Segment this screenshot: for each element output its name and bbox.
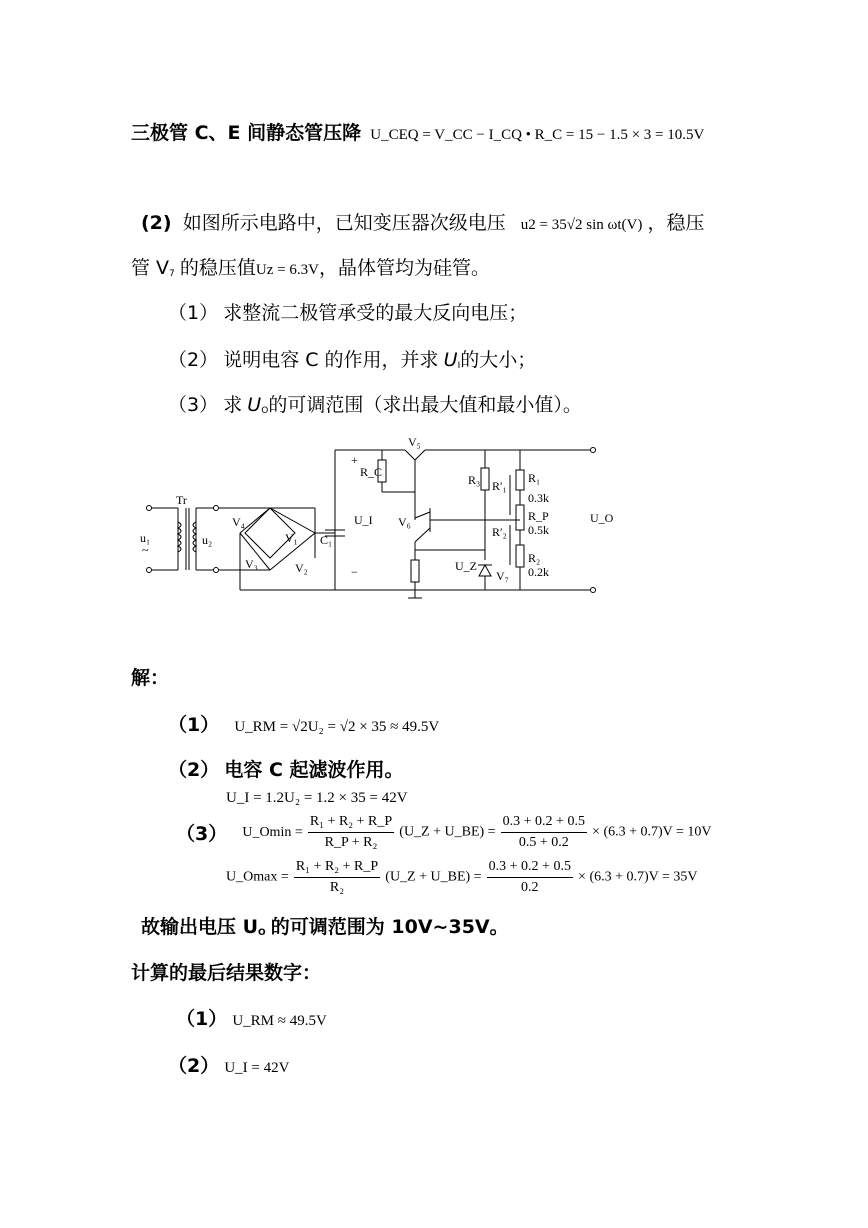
v5-label: V₅ — [408, 435, 421, 449]
regulator-circuit-diagram — [140, 430, 614, 605]
solution-1-number: （1） — [168, 714, 220, 736]
zener-text: 的稳压值 — [179, 257, 256, 279]
minus-label: − — [351, 565, 358, 579]
question-2-text: 说明电容 C 的作用，并求 — [223, 349, 439, 371]
solution-3-max — [226, 857, 698, 898]
v1-label: V₁ — [285, 531, 298, 545]
uomax-den-1: R₂ — [329, 880, 345, 895]
u2-formula: u2 = 35√2 sin ωt(V) — [520, 217, 643, 233]
question-2-text-tail: 的大小； — [460, 349, 537, 371]
uomin-num-1: R₁ + R₂ + R_P — [308, 812, 394, 833]
uomax-den-2: 0.2 — [521, 880, 539, 895]
conclusion-text: 故输出电压 U — [141, 916, 259, 938]
question-2-var: U — [443, 349, 458, 371]
c1-label: C₁ — [320, 533, 333, 547]
rc-label: R_C — [360, 465, 383, 479]
r2-value: 0.2k — [528, 565, 549, 579]
r1-label: R₁ — [528, 471, 541, 485]
r1-value: 0.3k — [528, 491, 549, 505]
problem-text-tail: ，稳压 — [647, 212, 705, 234]
problem-line-1 — [141, 208, 704, 235]
solution-1-formula: U_RM = √2U₂ = √2 × 35 ≈ 49.5V — [234, 719, 440, 735]
v3-label: V₃ — [245, 557, 258, 571]
final-result-2-number: （2） — [168, 1055, 220, 1077]
problem-number: (2) — [141, 212, 172, 234]
uz-label: U_Z — [455, 559, 477, 573]
conclusion-text-tail: 的可调范围为 10V~35V。 — [270, 916, 509, 938]
solution-2-text: 电容 C 起滤波作用。 — [224, 759, 404, 781]
problem-line-2 — [131, 253, 490, 280]
uomin-result: × (6.3 + 0.7)V = 10V — [592, 824, 712, 840]
solution-2 — [168, 755, 404, 782]
v2-label: V₂ — [295, 561, 308, 575]
final-result-2-formula: U_I = 42V — [224, 1060, 290, 1076]
r1-prime-label: R′₁ — [492, 479, 507, 493]
solution-1 — [168, 710, 439, 737]
ui-label: U_I — [354, 513, 373, 527]
solution-2-number: （2） — [168, 759, 220, 781]
conclusion-line — [141, 912, 509, 939]
question-3-var-sub: O — [261, 406, 269, 416]
uomin-lhs: U_Omin = — [242, 824, 303, 840]
v7-label: V₇ — [496, 569, 509, 583]
uomin-den-1: R_P + R₂ — [324, 835, 378, 850]
static-voltage-formula: U_CEQ = V_CC − I_CQ • R_C = 15 − 1.5 × 3 = 10.5V — [370, 127, 705, 143]
question-3-var: U — [247, 394, 262, 416]
uomax-mid: (U_Z + U_BE) = — [385, 869, 482, 885]
zener-sub: 7 — [169, 269, 175, 279]
static-voltage-line — [131, 118, 704, 145]
final-result-1 — [176, 1004, 327, 1031]
uomax-fraction-1 — [294, 857, 380, 898]
solution-3-ui: U_I = 1.2U₂ = 1.2 × 35 = 42V — [226, 790, 408, 806]
final-result-1-formula: U_RM ≈ 49.5V — [232, 1013, 327, 1029]
zener-text-tail: ，晶体管均为硅管。 — [318, 257, 490, 279]
question-3-number: （3） — [168, 394, 219, 416]
question-1 — [168, 298, 527, 325]
question-1-number: （1） — [168, 302, 219, 324]
r3-label: R₃ — [468, 473, 481, 487]
r2-prime-label: R′₂ — [492, 525, 507, 539]
uomax-num-1: R₁ + R₂ + R_P — [294, 857, 380, 878]
solution-3-min — [176, 812, 712, 853]
question-2-var-sub: I — [457, 361, 461, 371]
uomax-num-2: 0.3 + 0.2 + 0.5 — [487, 857, 573, 878]
u1-label: u₁ — [140, 531, 151, 545]
tilde-label: ~ — [142, 543, 149, 557]
final-result-1-number: （1） — [176, 1008, 228, 1030]
solution-heading: 解： — [131, 667, 170, 689]
question-2-number: （2） — [168, 349, 219, 371]
plus-label: + — [351, 453, 358, 467]
uomax-lhs: U_Omax = — [226, 869, 289, 885]
v6-label: V₆ — [398, 515, 411, 529]
solution-3-number: （3） — [176, 823, 228, 845]
v4-label: V₄ — [232, 515, 245, 529]
r2-label: R₂ — [528, 551, 541, 565]
final-result-2 — [168, 1051, 289, 1078]
uomin-num-2: 0.3 + 0.2 + 0.5 — [501, 812, 587, 833]
static-voltage-label: 三极管 C、E 间静态管压降 — [131, 122, 362, 144]
uomax-result: × (6.3 + 0.7)V = 35V — [578, 869, 698, 885]
zener-label: 管 V — [131, 257, 170, 279]
question-3-text-tail: 的可调范围（求出最大值和最小值）。 — [268, 394, 582, 416]
conclusion-sub: O — [258, 928, 266, 938]
uz-formula: Uz = 6.3V — [255, 262, 319, 278]
question-3-text: 求 — [223, 394, 243, 416]
uomin-fraction-2 — [501, 812, 587, 853]
uomin-fraction-1 — [308, 812, 394, 853]
u2-label: u₂ — [202, 533, 213, 547]
uomax-fraction-2 — [487, 857, 573, 898]
problem-text: 如图所示电路中，已知变压器次级电压 — [182, 212, 506, 234]
final-heading: 计算的最后结果数字： — [131, 962, 322, 984]
rp-label: R_P — [528, 509, 549, 523]
question-2 — [168, 345, 536, 372]
question-3 — [168, 390, 582, 417]
tr-label: Tr — [176, 493, 187, 507]
uomin-den-2: 0.5 + 0.2 — [518, 835, 569, 850]
uo-label: U_O — [590, 511, 614, 525]
question-1-text: 求整流二极管承受的最大反向电压； — [223, 302, 528, 324]
rp-value: 0.5k — [528, 523, 549, 537]
uomin-mid: (U_Z + U_BE) = — [399, 824, 496, 840]
